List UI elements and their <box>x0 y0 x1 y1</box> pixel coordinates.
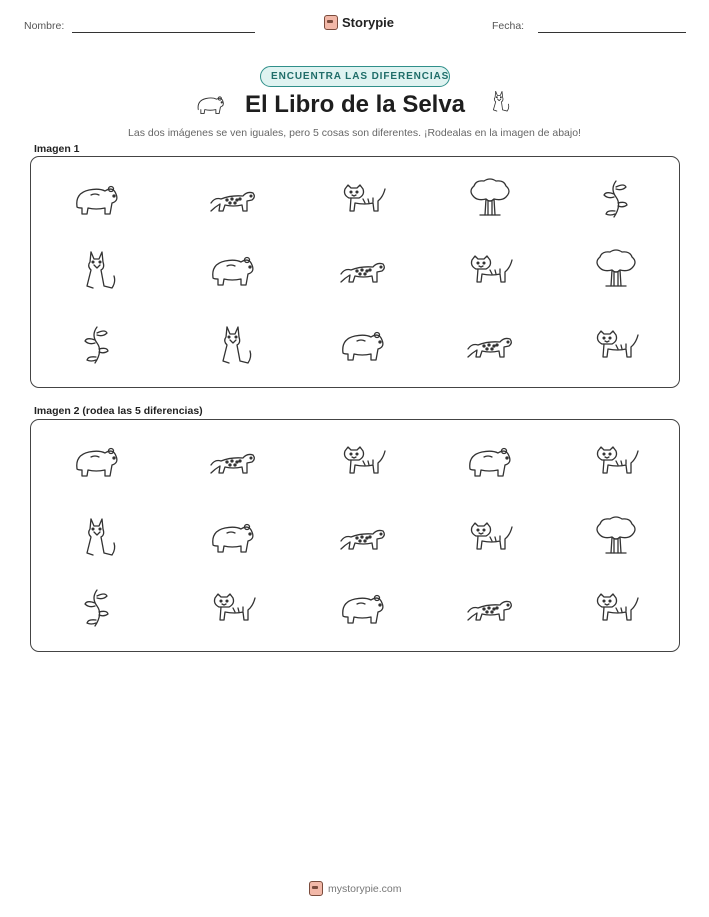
tiger-icon <box>337 177 389 221</box>
leopard-icon[interactable] <box>337 515 389 559</box>
name-line[interactable] <box>72 32 255 33</box>
bear-icon[interactable] <box>71 439 123 483</box>
vine-icon <box>71 323 123 367</box>
instructions: Las dos imágenes se ven iguales, pero 5 cosas son diferentes. ¡Rodealas en la imagen de abajo! <box>128 127 581 139</box>
storypie-logo-icon <box>309 881 323 896</box>
activity-badge: ENCUENTRA LAS DIFERENCIAS <box>260 66 450 87</box>
bear-icon <box>71 177 123 221</box>
wolf-icon <box>483 88 513 120</box>
tree-icon <box>590 248 642 292</box>
wolf-icon <box>207 323 259 367</box>
brand-logo <box>324 15 394 30</box>
bear-icon[interactable] <box>464 439 516 483</box>
image1-label: Imagen 1 <box>34 143 80 155</box>
image2-label: Imagen 2 (rodea las 5 diferencias) <box>34 405 203 417</box>
tree-icon[interactable] <box>590 515 642 559</box>
wolf-icon <box>71 248 123 292</box>
bear-icon <box>337 323 389 367</box>
vine-icon[interactable] <box>71 586 123 630</box>
storypie-logo-icon <box>324 15 338 30</box>
bear-icon <box>207 248 259 292</box>
vine-icon <box>590 177 642 221</box>
leopard-icon[interactable] <box>207 439 259 483</box>
bear-icon <box>193 90 227 120</box>
brand-name: Storypie <box>342 15 395 30</box>
tiger-icon[interactable] <box>590 439 642 483</box>
date-label: Fecha: <box>492 20 525 32</box>
tiger-icon[interactable] <box>464 515 516 559</box>
leopard-icon <box>464 323 516 367</box>
tiger-icon[interactable] <box>590 586 642 630</box>
page-title: El Libro de la Selva <box>244 91 466 118</box>
tree-icon <box>464 177 516 221</box>
tiger-icon[interactable] <box>337 439 389 483</box>
bear-icon[interactable] <box>337 586 389 630</box>
footer-site[interactable]: mystorypie.com <box>328 882 402 895</box>
leopard-icon[interactable] <box>464 586 516 630</box>
bear-icon[interactable] <box>207 515 259 559</box>
tiger-icon <box>464 248 516 292</box>
tiger-icon[interactable] <box>207 586 259 630</box>
leopard-icon <box>207 177 259 221</box>
leopard-icon <box>337 248 389 292</box>
name-label: Nombre: <box>24 20 65 32</box>
date-line[interactable] <box>538 32 686 33</box>
tiger-icon <box>590 323 642 367</box>
footer <box>309 881 402 896</box>
wolf-icon[interactable] <box>71 515 123 559</box>
